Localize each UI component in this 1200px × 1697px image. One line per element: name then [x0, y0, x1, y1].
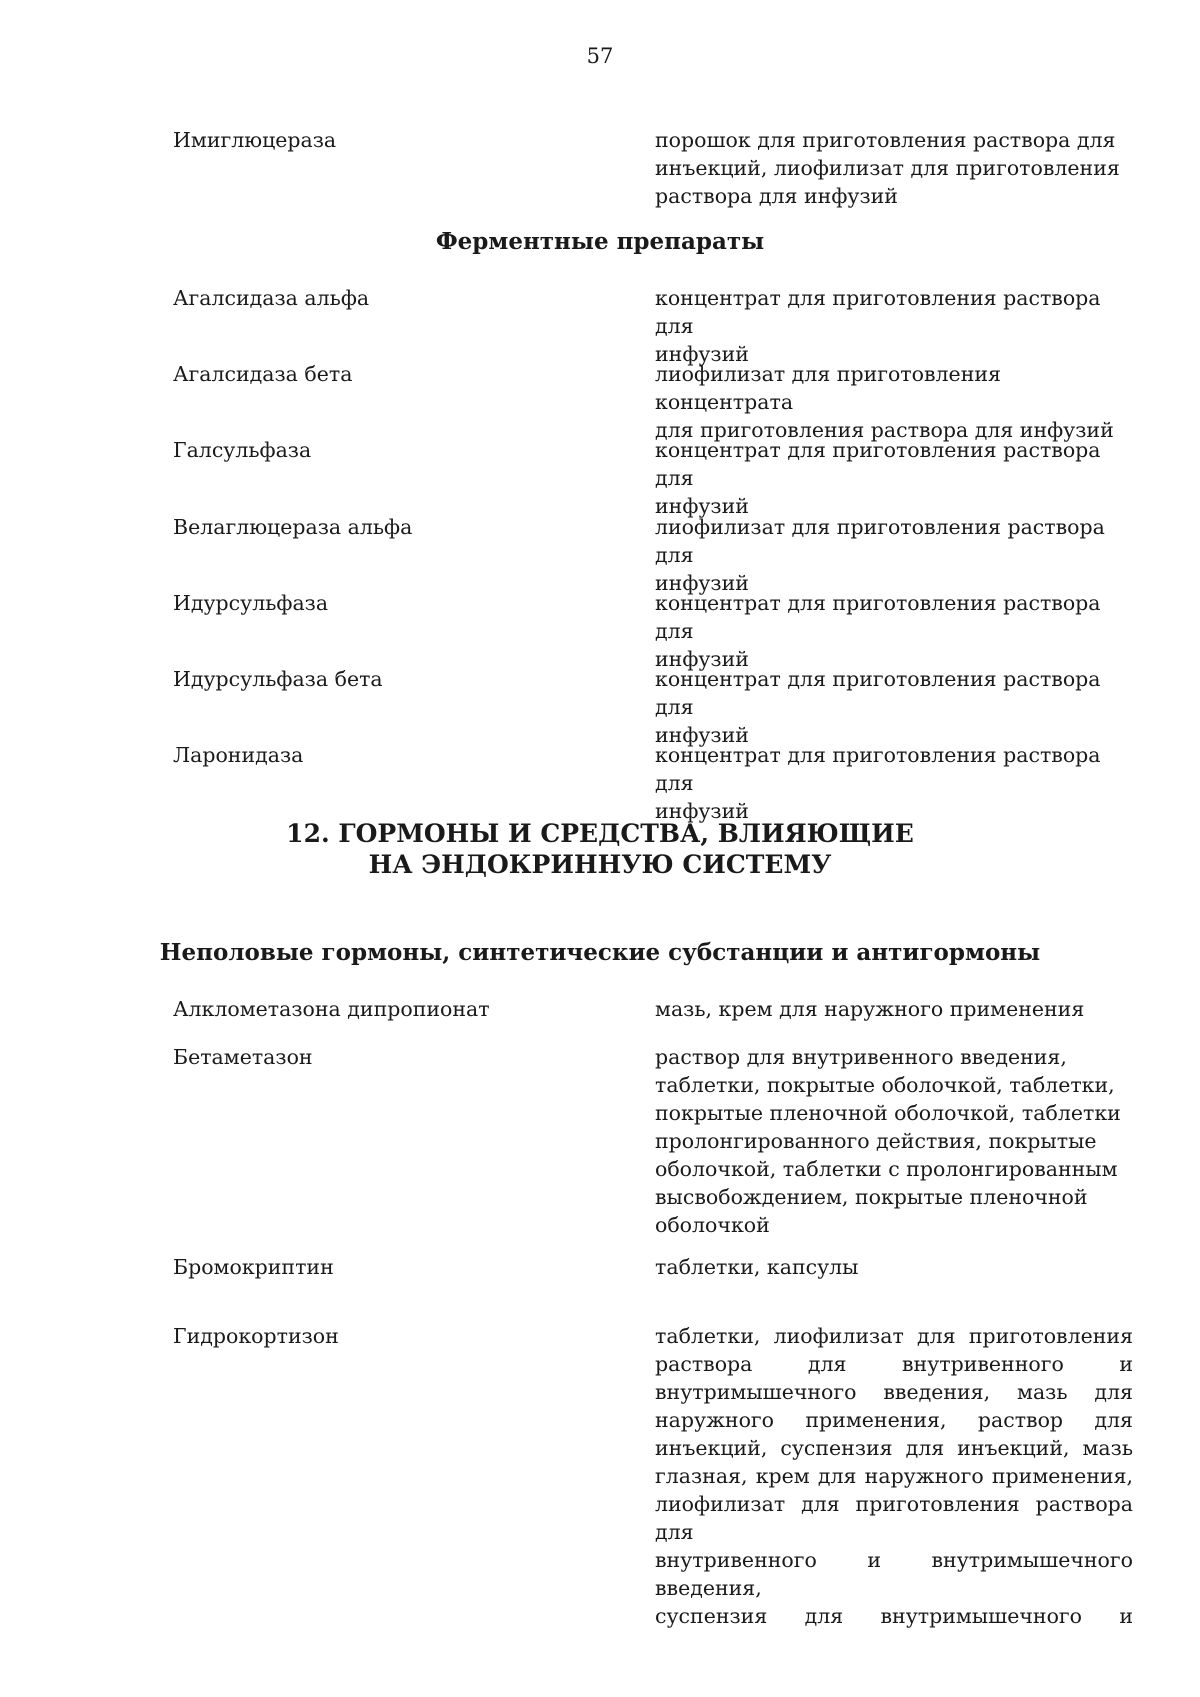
form-line: концентрат для приготовления раствора для [655, 743, 1101, 795]
form-line: инъекций, лиофилизат для приготовления [655, 156, 1120, 180]
form-line: внутримышечного введения, мазь для [655, 1380, 1133, 1404]
dosage-form [655, 436, 1133, 520]
drug-name: Гидрокортизон [173, 1324, 339, 1348]
chapter-title-line: НА ЭНДОКРИННУЮ СИСТЕМУ [368, 850, 832, 879]
form-line: лиофилизат для приготовления раствора для [655, 1492, 1133, 1544]
table-row [173, 665, 1133, 749]
form-line: инфузий [655, 799, 749, 823]
form-line: инфузий [655, 571, 749, 595]
form-line: инфузий [655, 723, 749, 747]
section-title-hormones: Неполовые гормоны, синтетические субстанции и антигормоны [159, 939, 1041, 966]
dosage-form [655, 360, 1133, 444]
form-line: концентрат для приготовления раствора для [655, 667, 1101, 719]
form-line: оболочкой [655, 1213, 770, 1237]
table-row [173, 360, 1133, 444]
drug-name: Идурсульфаза бета [173, 667, 383, 691]
dosage-form [655, 1043, 1133, 1239]
drug-name: Галсульфаза [173, 438, 312, 462]
form-line: мазь, крем для наружного применения [655, 997, 1085, 1021]
drug-name: Идурсульфаза [173, 591, 329, 615]
table-row [173, 1253, 1133, 1281]
form-line: пролонгированного действия, покрытые [655, 1129, 1097, 1153]
dosage-form [655, 741, 1133, 825]
drug-name: Бромокриптин [173, 1255, 334, 1279]
table-row [173, 741, 1133, 825]
form-line: лиофилизат для приготовления концентрата [655, 362, 1001, 414]
form-line: лиофилизат для приготовления раствора для [655, 515, 1105, 567]
form-line: покрытые пленочной оболочкой, таблетки [655, 1101, 1121, 1125]
section-title-enzymes: Ферментные препараты [435, 228, 765, 255]
drug-name: Агалсидаза альфа [173, 286, 370, 310]
drug-name: Ларонидаза [173, 743, 304, 767]
form-line: порошок для приготовления раствора для [655, 128, 1116, 152]
form-line: суспензия для внутримышечного и [655, 1604, 1133, 1628]
drug-name: Алклометазона дипропионат [173, 997, 490, 1021]
form-line: таблетки, капсулы [655, 1255, 859, 1279]
form-line: оболочкой, таблетки с пролонгированным [655, 1157, 1118, 1181]
form-line: концентрат для приготовления раствора для [655, 591, 1101, 643]
form-line: инъекций, суспензия для инъекций, мазь [655, 1436, 1133, 1460]
form-line: инфузий [655, 494, 749, 518]
form-line: для приготовления раствора для инфузий [655, 418, 1114, 442]
drug-name: Бетаметазон [173, 1045, 313, 1069]
form-line: наружного применения, раствор для [655, 1408, 1133, 1432]
dosage-form [655, 995, 1133, 1023]
form-line: таблетки, покрытые оболочкой, таблетки, [655, 1073, 1115, 1097]
form-line: концентрат для приготовления раствора для [655, 438, 1101, 490]
dosage-form [655, 284, 1133, 368]
table-row [173, 995, 1133, 1023]
dosage-form [655, 1253, 1133, 1281]
table-row [173, 1322, 1133, 1630]
form-line: инфузий [655, 342, 749, 366]
chapter-title [0, 818, 1200, 880]
table-row [173, 126, 1133, 210]
form-line: высвобождением, покрытые пленочной [655, 1185, 1088, 1209]
table-row [173, 284, 1133, 368]
chapter-title-line: 12. ГОРМОНЫ И СРЕДСТВА, ВЛИЯЮЩИЕ [286, 819, 914, 848]
form-line: глазная, крем для наружного применения, [655, 1464, 1133, 1488]
form-line: внутривенного и внутримышечного введения, [655, 1548, 1133, 1600]
form-line: раствора для инфузий [655, 184, 898, 208]
page-number: 57 [586, 44, 614, 68]
dosage-form [655, 589, 1133, 673]
form-line: таблетки, лиофилизат для приготовления [655, 1324, 1133, 1348]
dosage-form [655, 1322, 1133, 1630]
form-line: раствора для внутривенного и [655, 1352, 1133, 1376]
form-line: раствор для внутривенного введения, [655, 1045, 1067, 1069]
drug-name: Велаглюцераза альфа [173, 515, 413, 539]
table-row [173, 1043, 1133, 1239]
table-row [173, 436, 1133, 520]
form-line: концентрат для приготовления раствора для [655, 286, 1101, 338]
dosage-form [655, 126, 1133, 210]
dosage-form [655, 513, 1133, 597]
drug-name: Агалсидаза бета [173, 362, 353, 386]
table-row [173, 589, 1133, 673]
form-line: инфузий [655, 647, 749, 671]
drug-name: Имиглюцераза [173, 128, 337, 152]
dosage-form [655, 665, 1133, 749]
table-row [173, 513, 1133, 597]
